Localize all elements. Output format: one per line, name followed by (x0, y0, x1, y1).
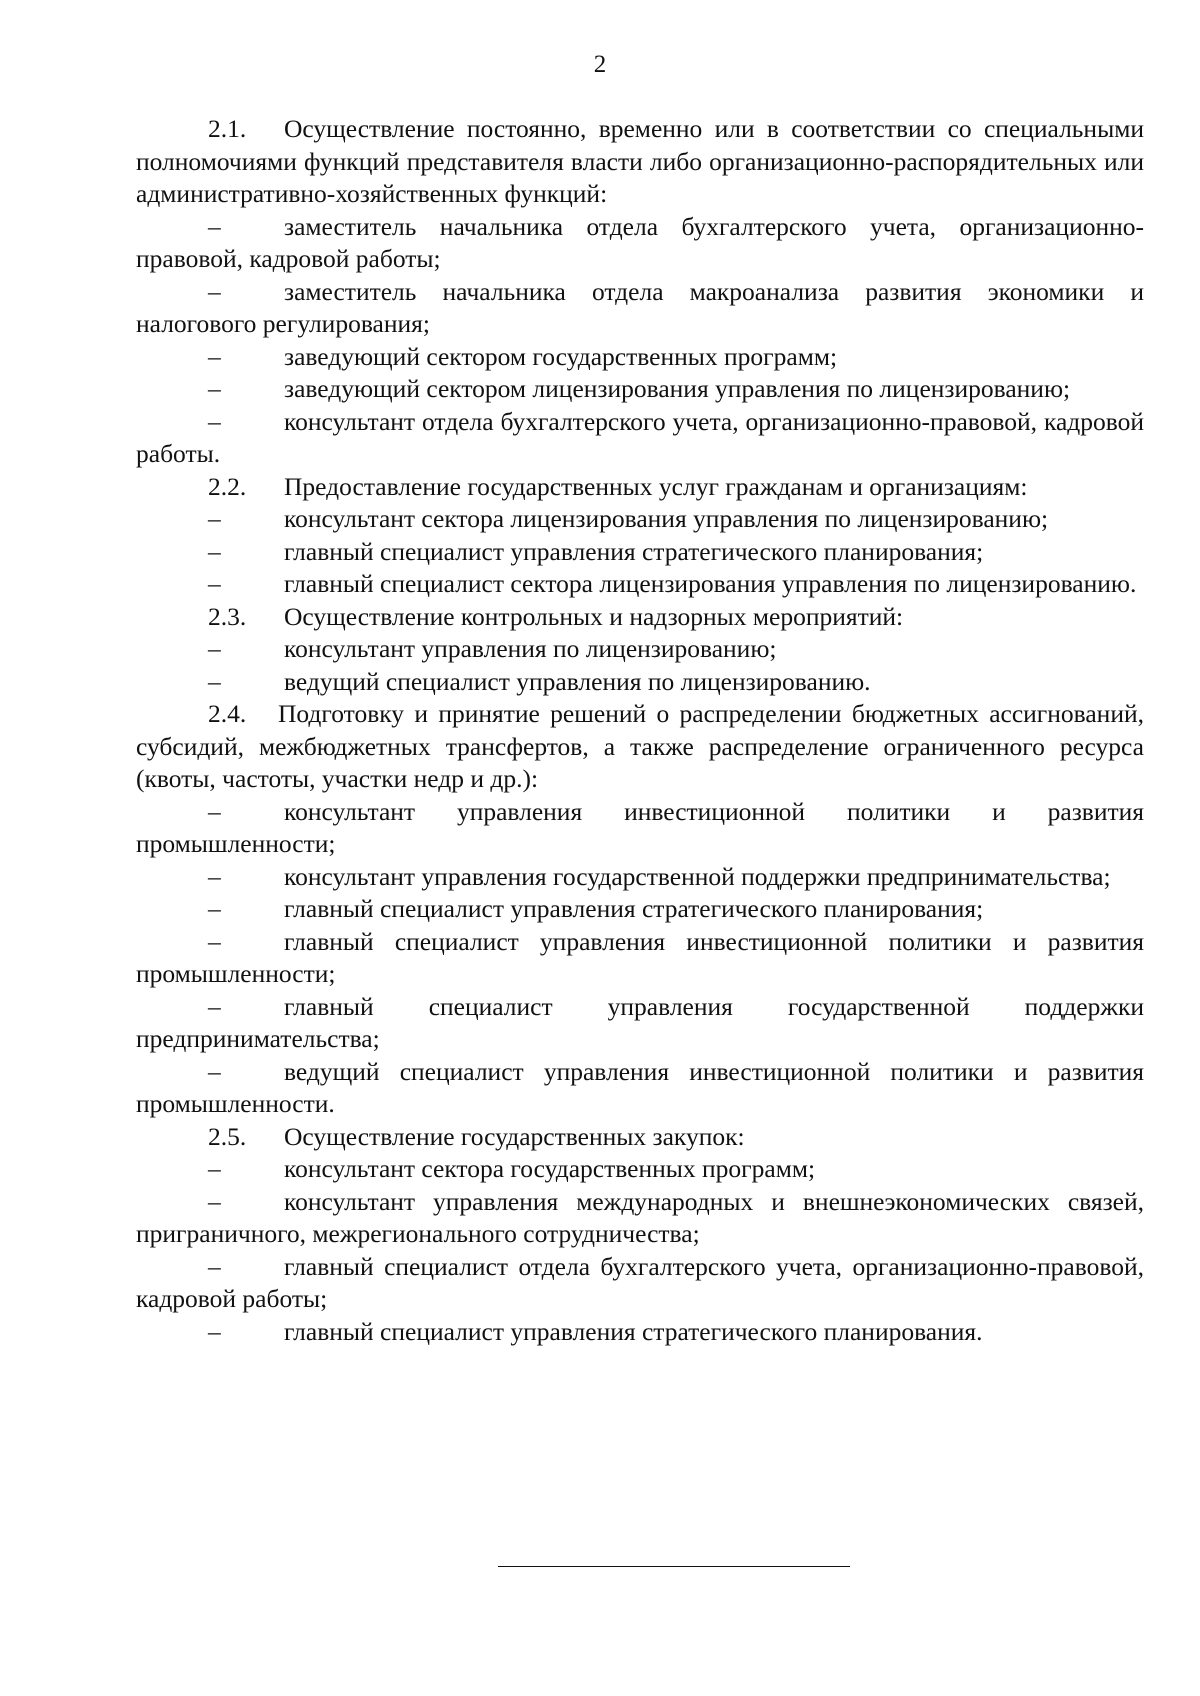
list-item-text: консультант сектора лицензирования управления по лицензированию; (284, 504, 1049, 533)
list-item-text: главный специалист управления стратегического планирования; (284, 536, 984, 566)
section-heading (136, 113, 1144, 211)
list-item-text: консультант управления по лицензированию; (284, 634, 777, 663)
list-item (136, 861, 1144, 894)
dash-marker: – (208, 1186, 221, 1216)
closing-rule (498, 1566, 850, 1567)
list-item (136, 276, 1144, 341)
section-heading (136, 601, 1144, 634)
section-2-5 (136, 1121, 1144, 1349)
list-item (136, 1056, 1144, 1121)
list-item-text: консультант управления инвестиционной политики и развития промышленности; (136, 796, 1144, 858)
list-item (136, 568, 1144, 601)
section-number: 2.1. (208, 114, 247, 143)
list-item-text: главный специалист отдела бухгалтерского учета, организационно-правовой, кадровой работы; (136, 1251, 1144, 1313)
list-item-text: главный специалист сектора лицензирования управления по лицензированию. (284, 569, 1137, 598)
section-heading (136, 471, 1144, 504)
dash-marker: – (208, 1056, 221, 1086)
document-body (136, 113, 1144, 1348)
list-item-text: ведущий специалист управления инвестиционной политики и развития промышленности. (136, 1056, 1144, 1118)
list-item (136, 341, 1144, 374)
list-item-text: консультант сектора государственных программ; (284, 1154, 816, 1183)
list-item (136, 926, 1144, 991)
list-item-text: заместитель начальника отдела бухгалтерского учета, организационно-правовой, кадровой работы; (136, 211, 1144, 273)
dash-marker: – (208, 1251, 221, 1281)
list-item (136, 991, 1144, 1056)
dash-marker: – (208, 666, 221, 696)
section-heading-text: Осуществление контрольных и надзорных мероприятий: (284, 601, 904, 631)
section-heading-text: Предоставление государственных услуг гражданам и организациям: (284, 471, 1028, 501)
list-item (136, 633, 1144, 666)
list-item-text: главный специалист управления стратегического планирования; (284, 894, 984, 923)
dash-marker: – (208, 861, 221, 891)
list-item (136, 503, 1144, 536)
dash-marker: – (208, 1316, 221, 1346)
list-item (136, 211, 1144, 276)
page-number: 2 (593, 51, 607, 78)
section-number: 2.5. (208, 1121, 247, 1151)
section-number: 2.2. (208, 471, 247, 501)
dash-marker: – (208, 341, 221, 371)
dash-marker: – (208, 796, 221, 826)
list-item-text: консультант управления государственной поддержки предпринимательства; (284, 861, 1111, 891)
dash-marker: – (208, 991, 221, 1021)
dash-marker: – (208, 634, 221, 663)
list-item-text: ведущий специалист управления по лицензированию. (284, 666, 871, 696)
dash-marker: – (208, 536, 221, 566)
section-heading (136, 1121, 1144, 1154)
dash-marker: – (208, 406, 221, 436)
list-item (136, 666, 1144, 699)
dash-marker: – (208, 374, 221, 403)
list-item-text: консультант отдела бухгалтерского учета, организационно-правовой, кадровой работы. (136, 406, 1144, 468)
dash-marker: – (208, 926, 221, 956)
list-item (136, 373, 1144, 406)
list-item-text: консультант управления международных и внешнеэкономических связей, приграничного, межрегионального сотрудничества; (136, 1186, 1144, 1248)
list-item (136, 536, 1144, 569)
section-2-4 (136, 698, 1144, 1121)
list-item-text: главный специалист управления инвестиционной политики и развития промышленности; (136, 926, 1144, 988)
section-number: 2.3. (208, 601, 247, 631)
list-item-text: заместитель начальника отдела макроанализа развития экономики и налогового регулирования; (136, 276, 1144, 338)
list-item (136, 1186, 1144, 1251)
list-item-text: главный специалист управления государственной поддержки предпринимательства; (136, 991, 1144, 1053)
dash-marker: – (208, 211, 221, 241)
list-item (136, 893, 1144, 926)
section-2-1 (136, 113, 1144, 471)
section-2-2 (136, 471, 1144, 601)
dash-marker: – (208, 1154, 221, 1183)
list-item-text: заведующий сектором государственных программ; (284, 341, 838, 371)
section-number: 2.4. (208, 699, 247, 728)
dash-marker: – (208, 894, 221, 923)
section-2-3 (136, 601, 1144, 699)
section-heading (136, 698, 1144, 796)
list-item (136, 1251, 1144, 1316)
list-item (136, 406, 1144, 471)
list-item (136, 796, 1144, 861)
dash-marker: – (208, 504, 221, 533)
list-item (136, 1153, 1144, 1186)
section-heading-text: Осуществление постоянно, временно или в соответствии со специальными полномочиями функций представителя власти либо организационно-распорядительных или административно-хозяйственных функций: (136, 114, 1144, 208)
dash-marker: – (208, 569, 221, 598)
section-heading-text: Осуществление государственных закупок: (284, 1121, 745, 1151)
list-item (136, 1316, 1144, 1349)
section-heading-text: Подготовку и принятие решений о распределении бюджетных ассигнований, субсидий, межбюджетных трансфертов, а также распределение ограниченного ресурса (квоты, частоты, участки недр и др.): (136, 699, 1144, 793)
list-item-text: главный специалист управления стратегического планирования. (284, 1316, 983, 1346)
list-item-text: заведующий сектором лицензирования управления по лицензированию; (284, 374, 1071, 403)
dash-marker: – (208, 276, 221, 306)
